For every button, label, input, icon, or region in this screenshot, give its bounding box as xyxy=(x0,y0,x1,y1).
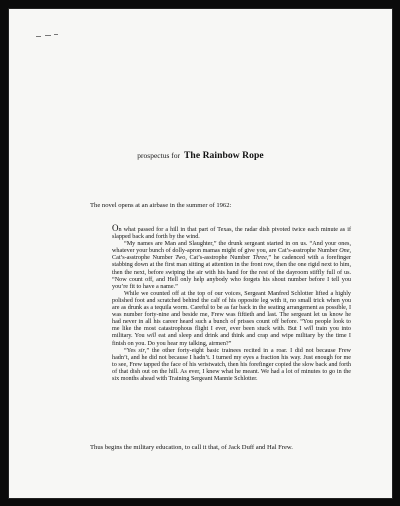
text-run: “Yes xyxy=(124,347,139,354)
prospectus-heading xyxy=(9,150,392,161)
heading-prefix: prospectus for xyxy=(137,151,181,160)
text-run: train you into military. You xyxy=(112,326,351,340)
document-page xyxy=(9,9,392,498)
text-run: ,” he cadenced with a forefinger stabbing down at the first man sitting at attention in the front row, then the one rigid next to him, then the next, before swiping the air with his hand for the rest of the dayroom stiffly full of us. “Now count off, and Hell only help anybody who forgets his shout number before I tell you you’re fit to have a name.” xyxy=(112,255,351,290)
excerpt-paragraph xyxy=(112,291,351,348)
excerpt-paragraph xyxy=(112,241,351,291)
italic-text: will xyxy=(146,333,157,340)
text-run: , Cat’s-asstrophe Number xyxy=(112,248,351,262)
italic-text: Three xyxy=(252,255,267,262)
text-run: n what passed for a hill in that part of Texas, the radar dish pivoted twice each minute as if slapped back and forth by the wind. xyxy=(112,227,351,241)
italic-text: will xyxy=(303,326,314,333)
text-run: ,” the other forty-eight basic trainees recited in a roar. I did not because Frew hadn’t, and he did not because I hadn’t. I turned my eyes a fraction his way. Just enough for me to see, Frew tapped the face of his wristwatch, then his forefinger copied the slow back and forth of that dish out on the hill. As ever, I knew what he meant. We had a lot of minutes to go in the six months ahead with Training Sergeant Mannie Schlotter. xyxy=(112,347,351,382)
italic-text: One xyxy=(339,248,350,255)
italic-text: sir xyxy=(138,347,145,354)
closing-line: Thus begins the military education, to call it that, of Jack Duff and Hal Frew. xyxy=(90,444,293,451)
excerpt-paragraph xyxy=(112,348,351,383)
italic-text: Two xyxy=(175,255,186,262)
intro-line: The novel opens at an airbase in the summer of 1962: xyxy=(90,202,232,209)
book-title: The Rainbow Rope xyxy=(183,150,264,161)
text-run: eat and sleep and drink and think and crap and wipe military by the time I finish on you. Do you hear my talking, airmen?” xyxy=(112,333,351,347)
excerpt-paragraph xyxy=(112,225,351,241)
text-run: “My names are Man and Slaughter,” the drunk sergeant started in on us. “And your ones, whatever your bunch of dolly-apron mamas might of give you, are Cat’s-asstrophe Number xyxy=(112,241,351,255)
pencil-mark xyxy=(36,34,62,38)
text-run: , Cat’s-asstrophe Number xyxy=(185,255,253,262)
text-run: While we counted off at the top of our voices, Sergeant Manfred Schlotter lifted a highly polished foot and scratched behind the calf of his opposite leg with it, no small trick when you are as drunk as a tequila worm. Careful to be as far back in the seating arrangement as possible, I was number forty-nine and beside me, Frew was fiftieth and last. The sergeant let us know he had never in all his career heard such a bunch of prisses count off before. “You people look to me like the most catastrophous flight I ever, ever been stuck with. But I xyxy=(112,290,351,333)
excerpt-block xyxy=(112,225,351,383)
initial-letter: O xyxy=(112,223,119,233)
